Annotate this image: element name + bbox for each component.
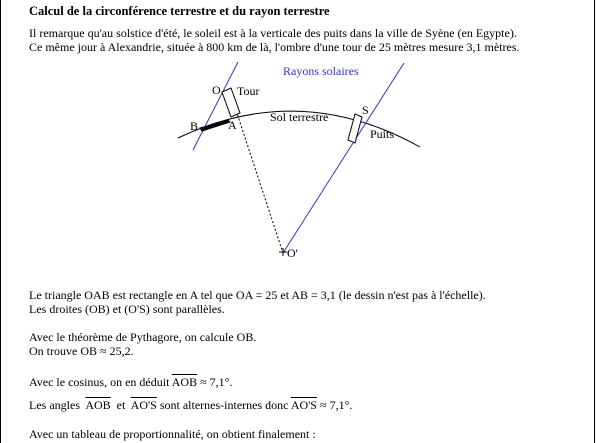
label-o-prime: O' (287, 246, 298, 260)
para1-line-2: Les droites (OB) et (O'S) sont parallèles. (29, 302, 225, 316)
conclusion-line: Avec un tableau de proportionnalité, on obtient finalement : (29, 427, 316, 441)
cosinus-line (29, 375, 232, 390)
angle-aos-2: AO'S (290, 398, 317, 412)
para2-line-1: Avec le théorème de Pythagore, on calcule OB. (29, 330, 257, 344)
angles-line (29, 398, 352, 413)
label-sol-terrestre: Sol terrestre (270, 110, 329, 124)
label-tour: Tour (237, 84, 260, 98)
label-a: A (228, 118, 237, 132)
angle-aos-1: AO'S (130, 398, 157, 412)
angle-aob: $\overline{AOB}$ (171, 375, 198, 389)
label-o: O (212, 83, 221, 97)
intro-line-1: Il remarque qu'au solstice d'été, le soleil est à la verticale des puits dans la ville de Syène (en Egypte). (29, 26, 517, 40)
intro-line-2: Ce même jour à Alexandrie, située à 800 km de là, l'ombre d'une tour de 25 mètres mesure 3,1 mètres. (29, 40, 520, 54)
sun-ray-syene (283, 63, 404, 253)
label-s: S (362, 103, 369, 117)
angles-text-before: Les angles (29, 398, 86, 412)
label-rayons-solaires: Rayons solaires (283, 64, 359, 78)
cosinus-text-after: ≈ 7,1°. (197, 375, 233, 389)
tower-shadow (200, 120, 230, 131)
label-puits: Puits (370, 127, 395, 141)
angles-text-middle2: sont alternes-internes donc (156, 398, 291, 412)
angle-aob-2: $\overline{AOB}$ (85, 398, 111, 412)
para1-line-1: Le triangle OAB est rectangle en A tel que OA = 25 et AB = 3,1 (le dessin n'est pas à l'échelle). (29, 288, 486, 302)
angles-text-after: ≈ 7,1°. (316, 398, 353, 412)
label-b: B (190, 119, 199, 133)
angles-text-middle: et (110, 398, 131, 412)
para2-line-2: On trouve OB ≈ 25,2. (29, 344, 134, 358)
document-title: Calcul de la circonférence terrestre et du rayon terrestre (29, 4, 330, 18)
cosinus-text-before: Avec le cosinus, on en déduit (29, 375, 172, 389)
